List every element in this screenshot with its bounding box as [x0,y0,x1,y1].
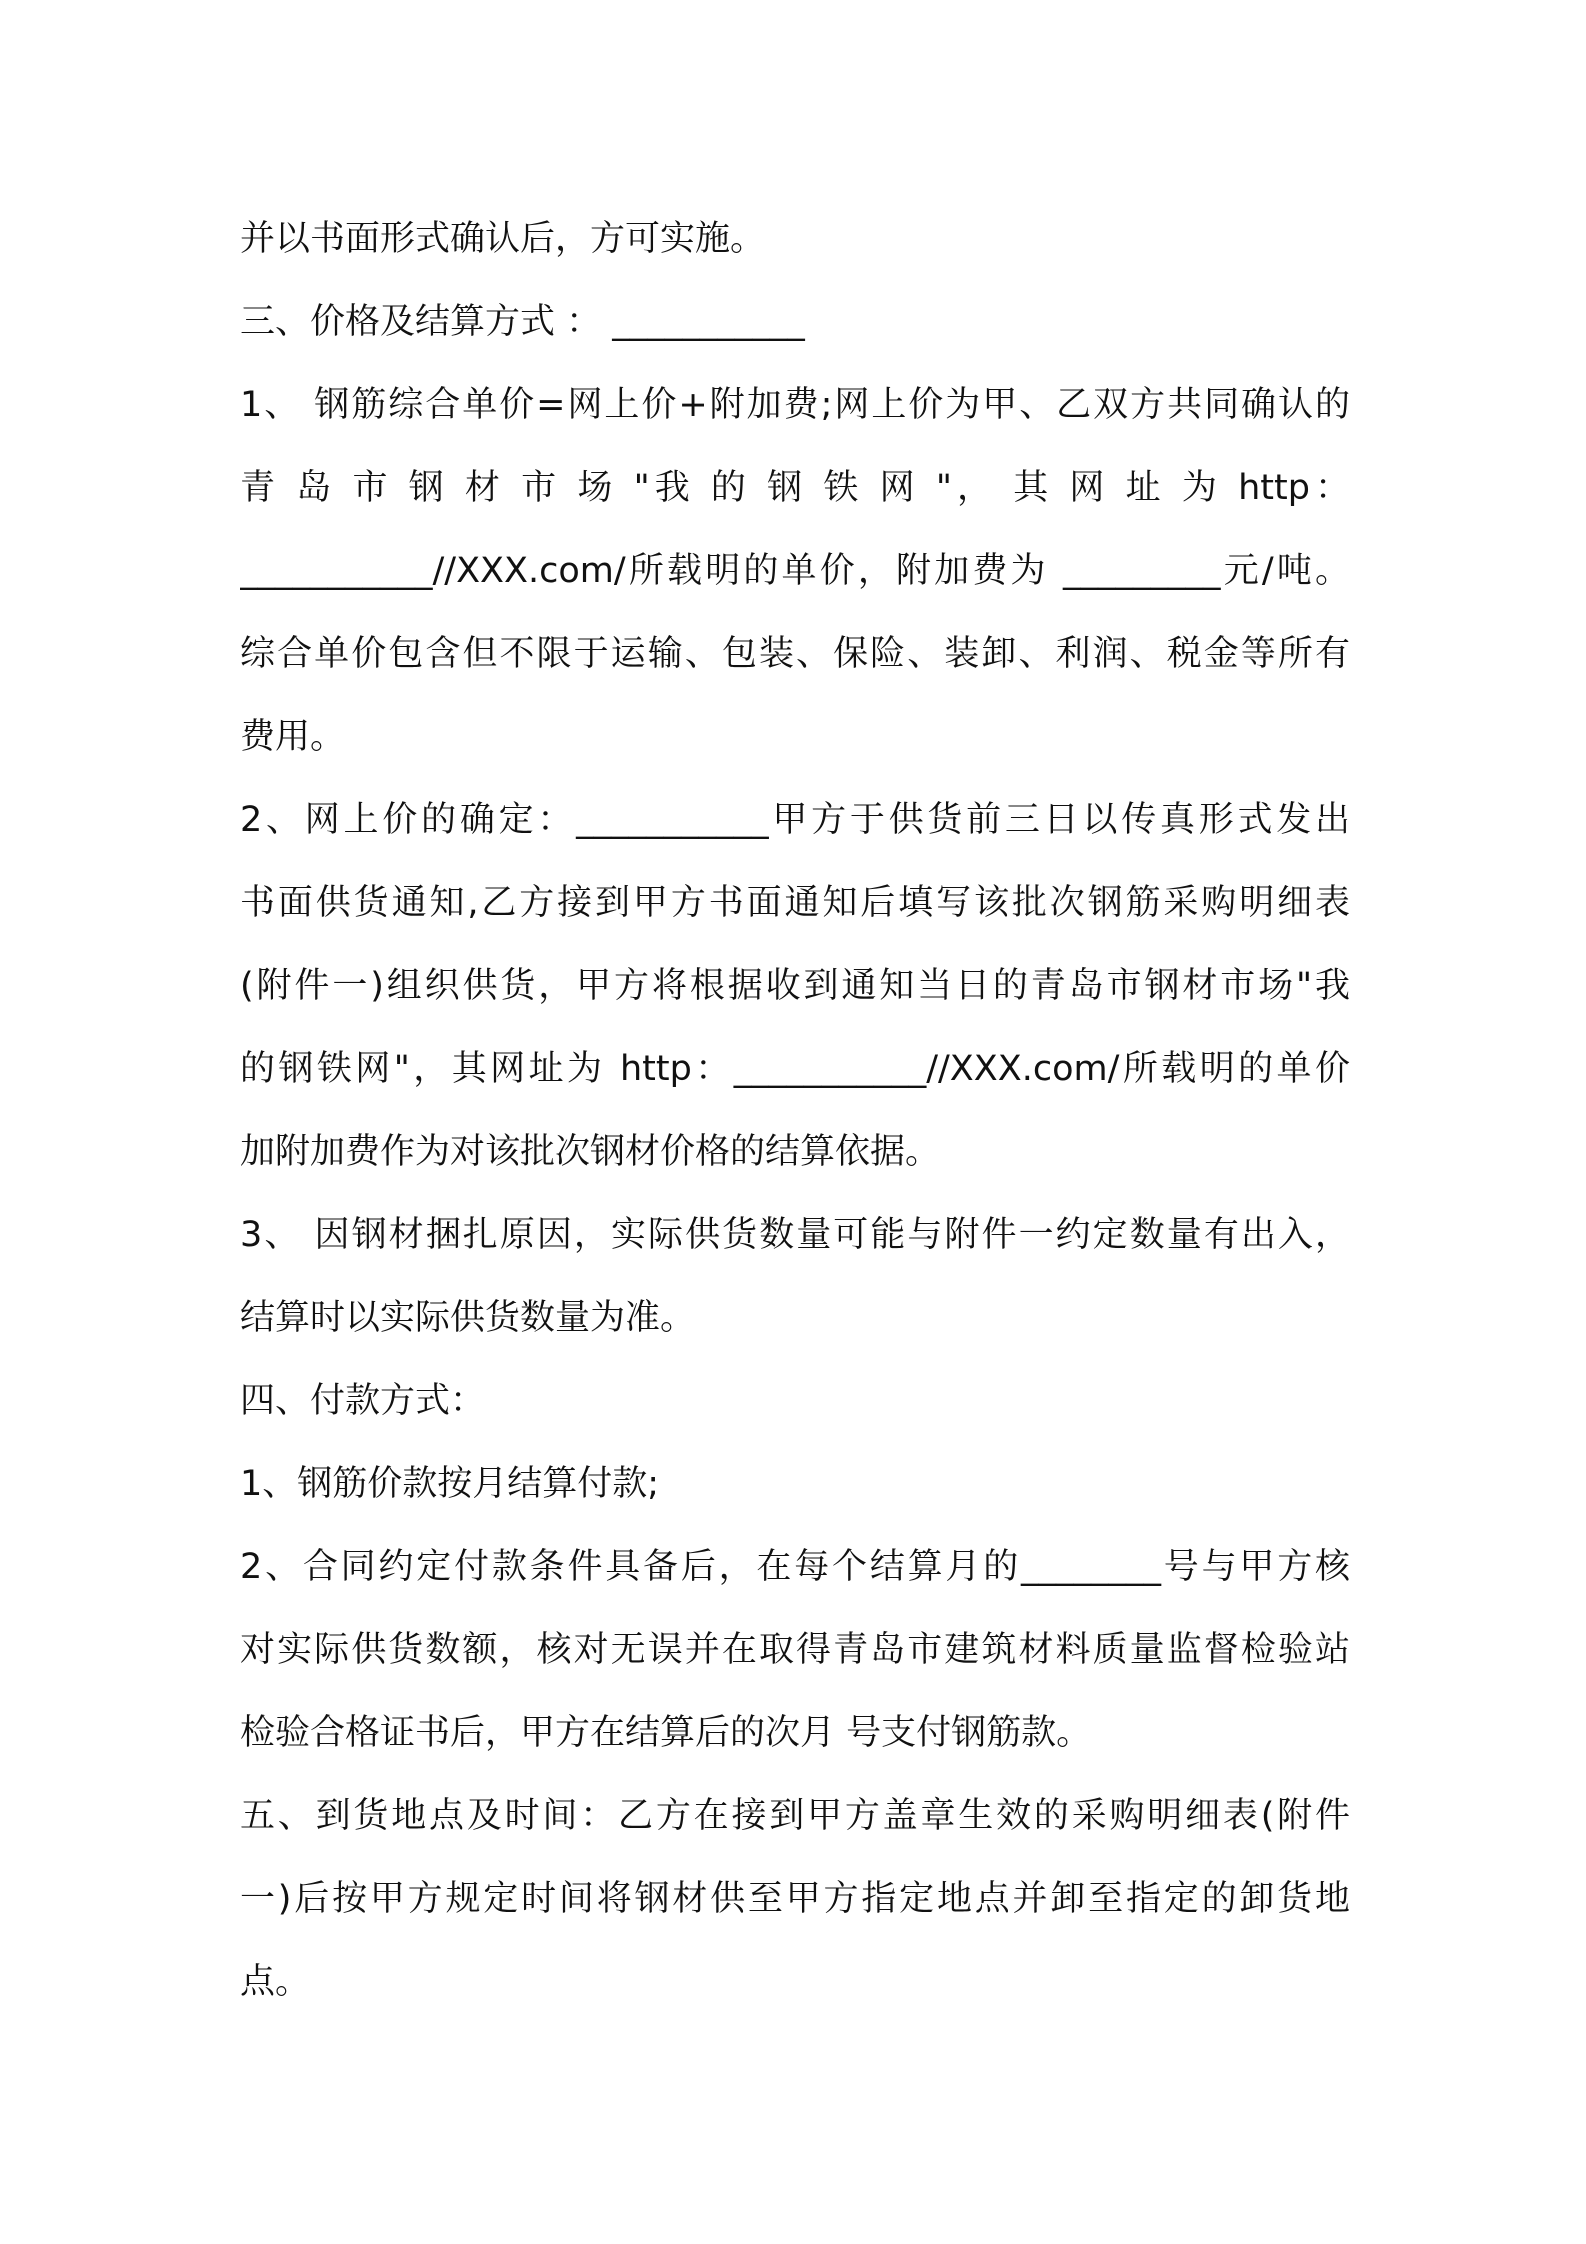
text-line: 书面供货通知,乙方接到甲方书面通知后填写该批次钢筋采购明细表 [240,883,1350,923]
text-line: 2、合同约定付款条件具备后，在每个结算月的________号与甲方核 [240,1547,1350,1587]
text-line: 的钢铁网"，其网址为 http：___________//XXX.com/所载明的单价 [240,1049,1350,1089]
section-heading: 三、价格及结算方式 ： ___________ [240,302,805,342]
text-line: 并以书面形式确认后，方可实施。 [240,219,766,259]
text-line: 对实际供货数额，核对无误并在取得青岛市建筑材料质量监督检验站 [240,1630,1350,1670]
text-line: 加附加费作为对该批次钢材价格的结算依据。 [240,1132,941,1172]
text-line: ___________//XXX.com/所载明的单价，附加费为 _________元/吨。 [240,551,1350,591]
text-line: 点。 [240,1962,311,2002]
section-heading: 五、到货地点及时间：乙方在接到甲方盖章生效的采购明细表(附件 [240,1796,1350,1836]
text-line: 3、 因钢材捆扎原因，实际供货数量可能与附件一约定数量有出入， [240,1215,1350,1255]
text-line: 检验合格证书后，甲方在结算后的次月 号支付钢筋款。 [240,1713,1092,1753]
text-line: 综合单价包含但不限于运输、包装、保险、装卸、利润、税金等所有 [240,634,1350,674]
text-line: 1、 钢筋综合单价=网上价+附加费;网上价为甲、乙双方共同确认的 [240,385,1350,425]
text-line: (附件一)组织供货，甲方将根据收到通知当日的青岛市钢材市场"我 [240,966,1350,1006]
text-line: 青 岛 市 钢 材 市 场 "我 的 钢 铁 网 "， 其 网 址 为 http： [240,468,1350,508]
document-body [240,198,1350,2024]
text-line: 一)后按甲方规定时间将钢材供至甲方指定地点并卸至指定的卸货地 [240,1879,1350,1919]
text-line: 费用。 [240,717,346,757]
section-heading: 四、付款方式： [240,1381,486,1421]
text-line: 2、网上价的确定：___________甲方于供货前三日以传真形式发出 [240,800,1350,840]
text-line: 结算时以实际供货数量为准。 [240,1298,696,1338]
text-line: 1、钢筋价款按月结算付款; [240,1464,660,1504]
